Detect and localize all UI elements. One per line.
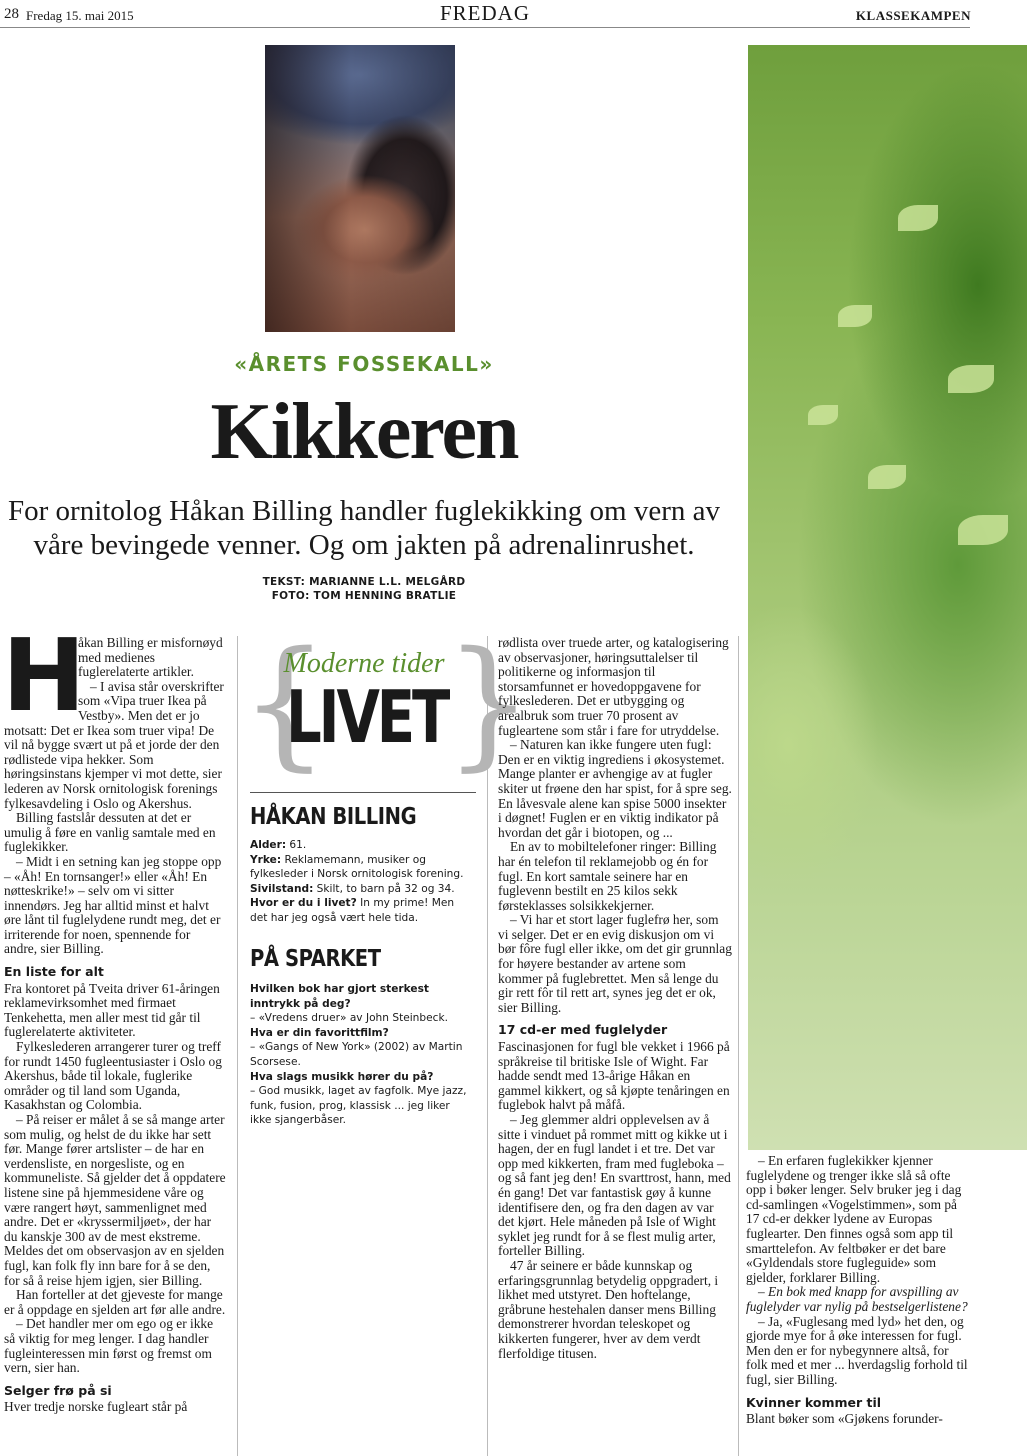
deck-line: For ornitolog Håkan Billing handler fuglekikking om vern av <box>8 495 720 527</box>
column-rule <box>237 636 238 1456</box>
interview-question: – En bok med knapp for avspilling av fuglelyder var nylig på bestselgerlistene? <box>746 1284 968 1314</box>
portrait-photo <box>265 45 455 332</box>
body-paragraph: rødlista over truede arter, og katalogisering av observasjoner, høringsuttalelser til politikerne og informasjon til storsamfunnet er hovedoppgavene for fylkeslederen. Det er utbygging og arealbruk som truer 70 prosent av fugleartene som står i fare for utryddelse. <box>498 635 729 738</box>
body-column-3 <box>498 636 732 1361</box>
body-paragraph: Han forteller at det gjeveste for mange er å oppdage en sjelden art før alle andre. <box>4 1287 226 1317</box>
subheading: Selger frø på si <box>4 1382 112 1398</box>
quickfire-answer: – God musikk, laget av fagfolk. Mye jazz, funk, fusion, prog, klassisk ... jeg liker ikke sjangerbåser. <box>250 1085 467 1127</box>
series-title: Moderne tider <box>283 648 445 679</box>
byline <box>0 575 728 603</box>
fact-occupation: Yrke: Reklamemann, musiker og fylkesleder i Norsk ornitologisk forening. <box>250 853 464 881</box>
body-paragraph: Blant bøker som «Gjøkens forunder- <box>746 1411 943 1427</box>
header-rule <box>0 27 970 28</box>
left-brace: { <box>240 622 330 785</box>
body-paragraph: – I avisa står overskrifter som «Vipa truer Ikea på Vestby». Men det er jo motsatt: Det er Ikea som truer vipa! De vil nå bygge svært ut på et jorde der den rødlistede vipa hekker. Som høringsinstans kjemper vi mot dette, sier lederen av Norsk ornitologisk forenings fylkesavdeling i Oslo og Akershus. <box>4 678 224 811</box>
quickfire-heading: PÅ SPARKET <box>250 946 381 972</box>
body-paragraph: Billing fastslår dessuten at det er umulig å føre en vanlig samtale med en fuglekikker. <box>4 810 216 855</box>
byline-text: TEKST: MARIANNE L.L. MELGÅRD <box>262 576 466 588</box>
body-paragraph: Fascinasjonen for fugl ble vekket i 1966 på språkreise til britiske Isle of Wight. Far hadde sendt med 13-årige Håkan en gammel kikkert, og så kjøpte tenåringen en fuglebok halvt på måfå. <box>498 1039 730 1113</box>
quickfire-question: Hvilken bok har gjort sterkest inntrykk på deg? <box>250 983 429 1010</box>
body-paragraph: – Midt i en setning kan jeg stoppe opp – «Åh! En tornsanger!» eller «Åh! En nøtteskrike!» – selv om vi sitter innendørs. Jeg har alltid minst et halvt øre lånt til fuglelydene rundt meg, det er irriterende for noen, spennende for andre, sier Billing. <box>4 853 222 957</box>
fact-civil-status: Sivilstand: Skilt, to barn på 32 og 34. <box>250 882 455 895</box>
foliage-photo <box>748 45 1027 1150</box>
sidebar-rule <box>250 792 476 793</box>
dropcap-box <box>2 617 86 734</box>
kicker: «ÅRETS FOSSEKALL» <box>234 352 494 376</box>
column-rule <box>738 636 739 1456</box>
byline-photo: FOTO: TOM HENNING BRATLIE <box>271 590 457 602</box>
section-name: FREDAG <box>440 1 531 25</box>
body-column-1 <box>2 617 226 1415</box>
fact-life-stage: Hvor er du i livet? In my prime! Men det har jeg også vært hele tida. <box>250 897 455 924</box>
dropcap: H <box>2 617 86 734</box>
issue-date: Fredag 15. mai 2015 <box>26 8 134 23</box>
quickfire-answer: – «Vredens druer» av John Steinbeck. <box>250 1012 448 1025</box>
subheading: 17 cd-er med fuglelyder <box>498 1022 668 1038</box>
body-paragraph: – På reiser er målet å se så mange arter som mulig, og helst de du ikke har sett før. Mange fører artslister – de har en verdensliste, en norgesliste, og en kommuneliste. Så gjelder det å oppdatere listene sine på hjemmesidene våre og være rangert høyt, sammenlignet med andre. Det er «kryssermiljøet», der har du kanskje 300 av de mest ekstreme. Meldes det om observasjon av en sjelden fugl, kan folk fly inn bare for å se den, for så å reise hjem igjen, sier Billing. <box>4 1112 226 1288</box>
body-paragraph: – Vi har et stort lager fuglefrø her, som vi selger. Det er en evig diskusjon om vi bør fôre fugl eller ikke, om det gir grunnlag for høyere bestander av artene som kommer på fuglebrettet. Men så lenge du gir rett fôr til rett art, synes jeg det er ok, sier Billing. <box>498 912 732 1015</box>
quickfire-question: Hva slags musikk hører du på? <box>250 1070 434 1083</box>
right-brace: } <box>444 622 534 785</box>
quickfire-list <box>250 982 468 1128</box>
body-paragraph: – Det handler mer om ego og er ikke så viktig for meg lenger. I dag handler fugleinteressen min først og fremst om vern, sier han. <box>4 1316 214 1376</box>
page-number: 28 <box>4 6 19 22</box>
body-paragraph: Fylkeslederen arrangerer turer og treff for rundt 1450 fugleentusiaster i Oslo og Akershus, både til lokale, fuglerike områder og til land som Uganda, Kasakhstan og Colombia. <box>4 1039 222 1113</box>
subheading: Kvinner kommer til <box>746 1394 882 1410</box>
body-paragraph: åkan Billing er misfornøyd med medienes fuglerelaterte artikler. <box>78 635 223 680</box>
series-logo: LIVET <box>286 675 448 759</box>
body-paragraph: 47 år seinere er både kunnskap og erfaringsgrunnlag betydelig oppgradert, i likhet med utstyret. Den hoftelange, gråbrune hestehalen danser mens Billing demonstrerer hvordan teleskopet og kikkerten fungerer, hver av dem verdt flerfoldige titusen. <box>498 1257 719 1361</box>
body-paragraph: En av to mobiltelefoner ringer: Billing har én telefon til reklamejobb og én for fugl. En kort samtale seinere har en fuglevenn bestilt en 25 kilos sekk førsteklasses solsikkekjerner. <box>498 839 717 913</box>
deck <box>0 494 728 562</box>
body-paragraph: Fra kontoret på Tveita driver 61-åringen reklamevirksomhet med firmaet Tenkehetta, men aller mest tid går til fuglerelaterte aktiviteter. <box>4 980 220 1040</box>
headline: Kikkeren <box>210 388 518 476</box>
quickfire-answer: – «Gangs of New York» (2002) av Martin Scorsese. <box>250 1041 463 1068</box>
body-paragraph: – En erfaren fuglekikker kjenner fuglelydene og trenger ikke slå så ofte opp i bøker lenger. Selv bruker jeg i dag cd-samlingen «Vogelstimmen», som på 17 cd-er dekker lydene av Europas fuglearter. Den finnes også som app til smarttelefon. Av feltbøker er det bare «Gyldendals store fugleguide» som gjelder, forklarer Billing. <box>746 1153 962 1285</box>
body-paragraph: – Naturen kan ikke fungere uten fugl: Den er en viktig ingrediens i økosystemet. Mange planter er avhengige av at fugler skiter ut frøene den har spist, for å spre seg. En låvesvale alene kan spise 5000 insekter i døgnet! Fuglen er en viktig indikator på hvordan det går i biotopen, og ... <box>498 737 732 840</box>
body-paragraph: Hver tredje norske fugleart står på <box>4 1399 188 1415</box>
body-paragraph: – Jeg glemmer aldri opplevelsen av å sitte i vinduet på rommet mitt og kikke ut i hagen, der en fugl landet i et tre. Det var opp med kikkerten, fram med fugleboka – og så fant jeg den! En svarttrost, hann, med én gang! Det var fantastisk gøy å kunne identifisere den, og fra den dagen av var det kjørt. Hele måneden på Isle of Wight syklet jeg rundt for å se flest mulig arter, forteller Billing. <box>498 1112 731 1259</box>
body-column-4 <box>746 1154 970 1427</box>
profile-name: HÅKAN BILLING <box>250 804 417 830</box>
subheading: En liste for alt <box>4 964 104 980</box>
deck-line: våre bevingede venner. Og om jakten på adrenalinrushet. <box>33 529 695 561</box>
body-paragraph: – Ja, «Fuglesang med lyd» het den, og gjorde mye for å øke interessen for fugl. Men den er for nybegynnere altså, for folk med et mer ... hverdagslig forhold til fugl, sier Billing. <box>746 1313 968 1387</box>
quickfire-question: Hva er din favorittfilm? <box>250 1026 389 1039</box>
fact-age: Alder: 61. <box>250 839 307 851</box>
profile-facts <box>250 838 468 926</box>
publication-name: KLASSEKAMPEN <box>855 8 971 23</box>
